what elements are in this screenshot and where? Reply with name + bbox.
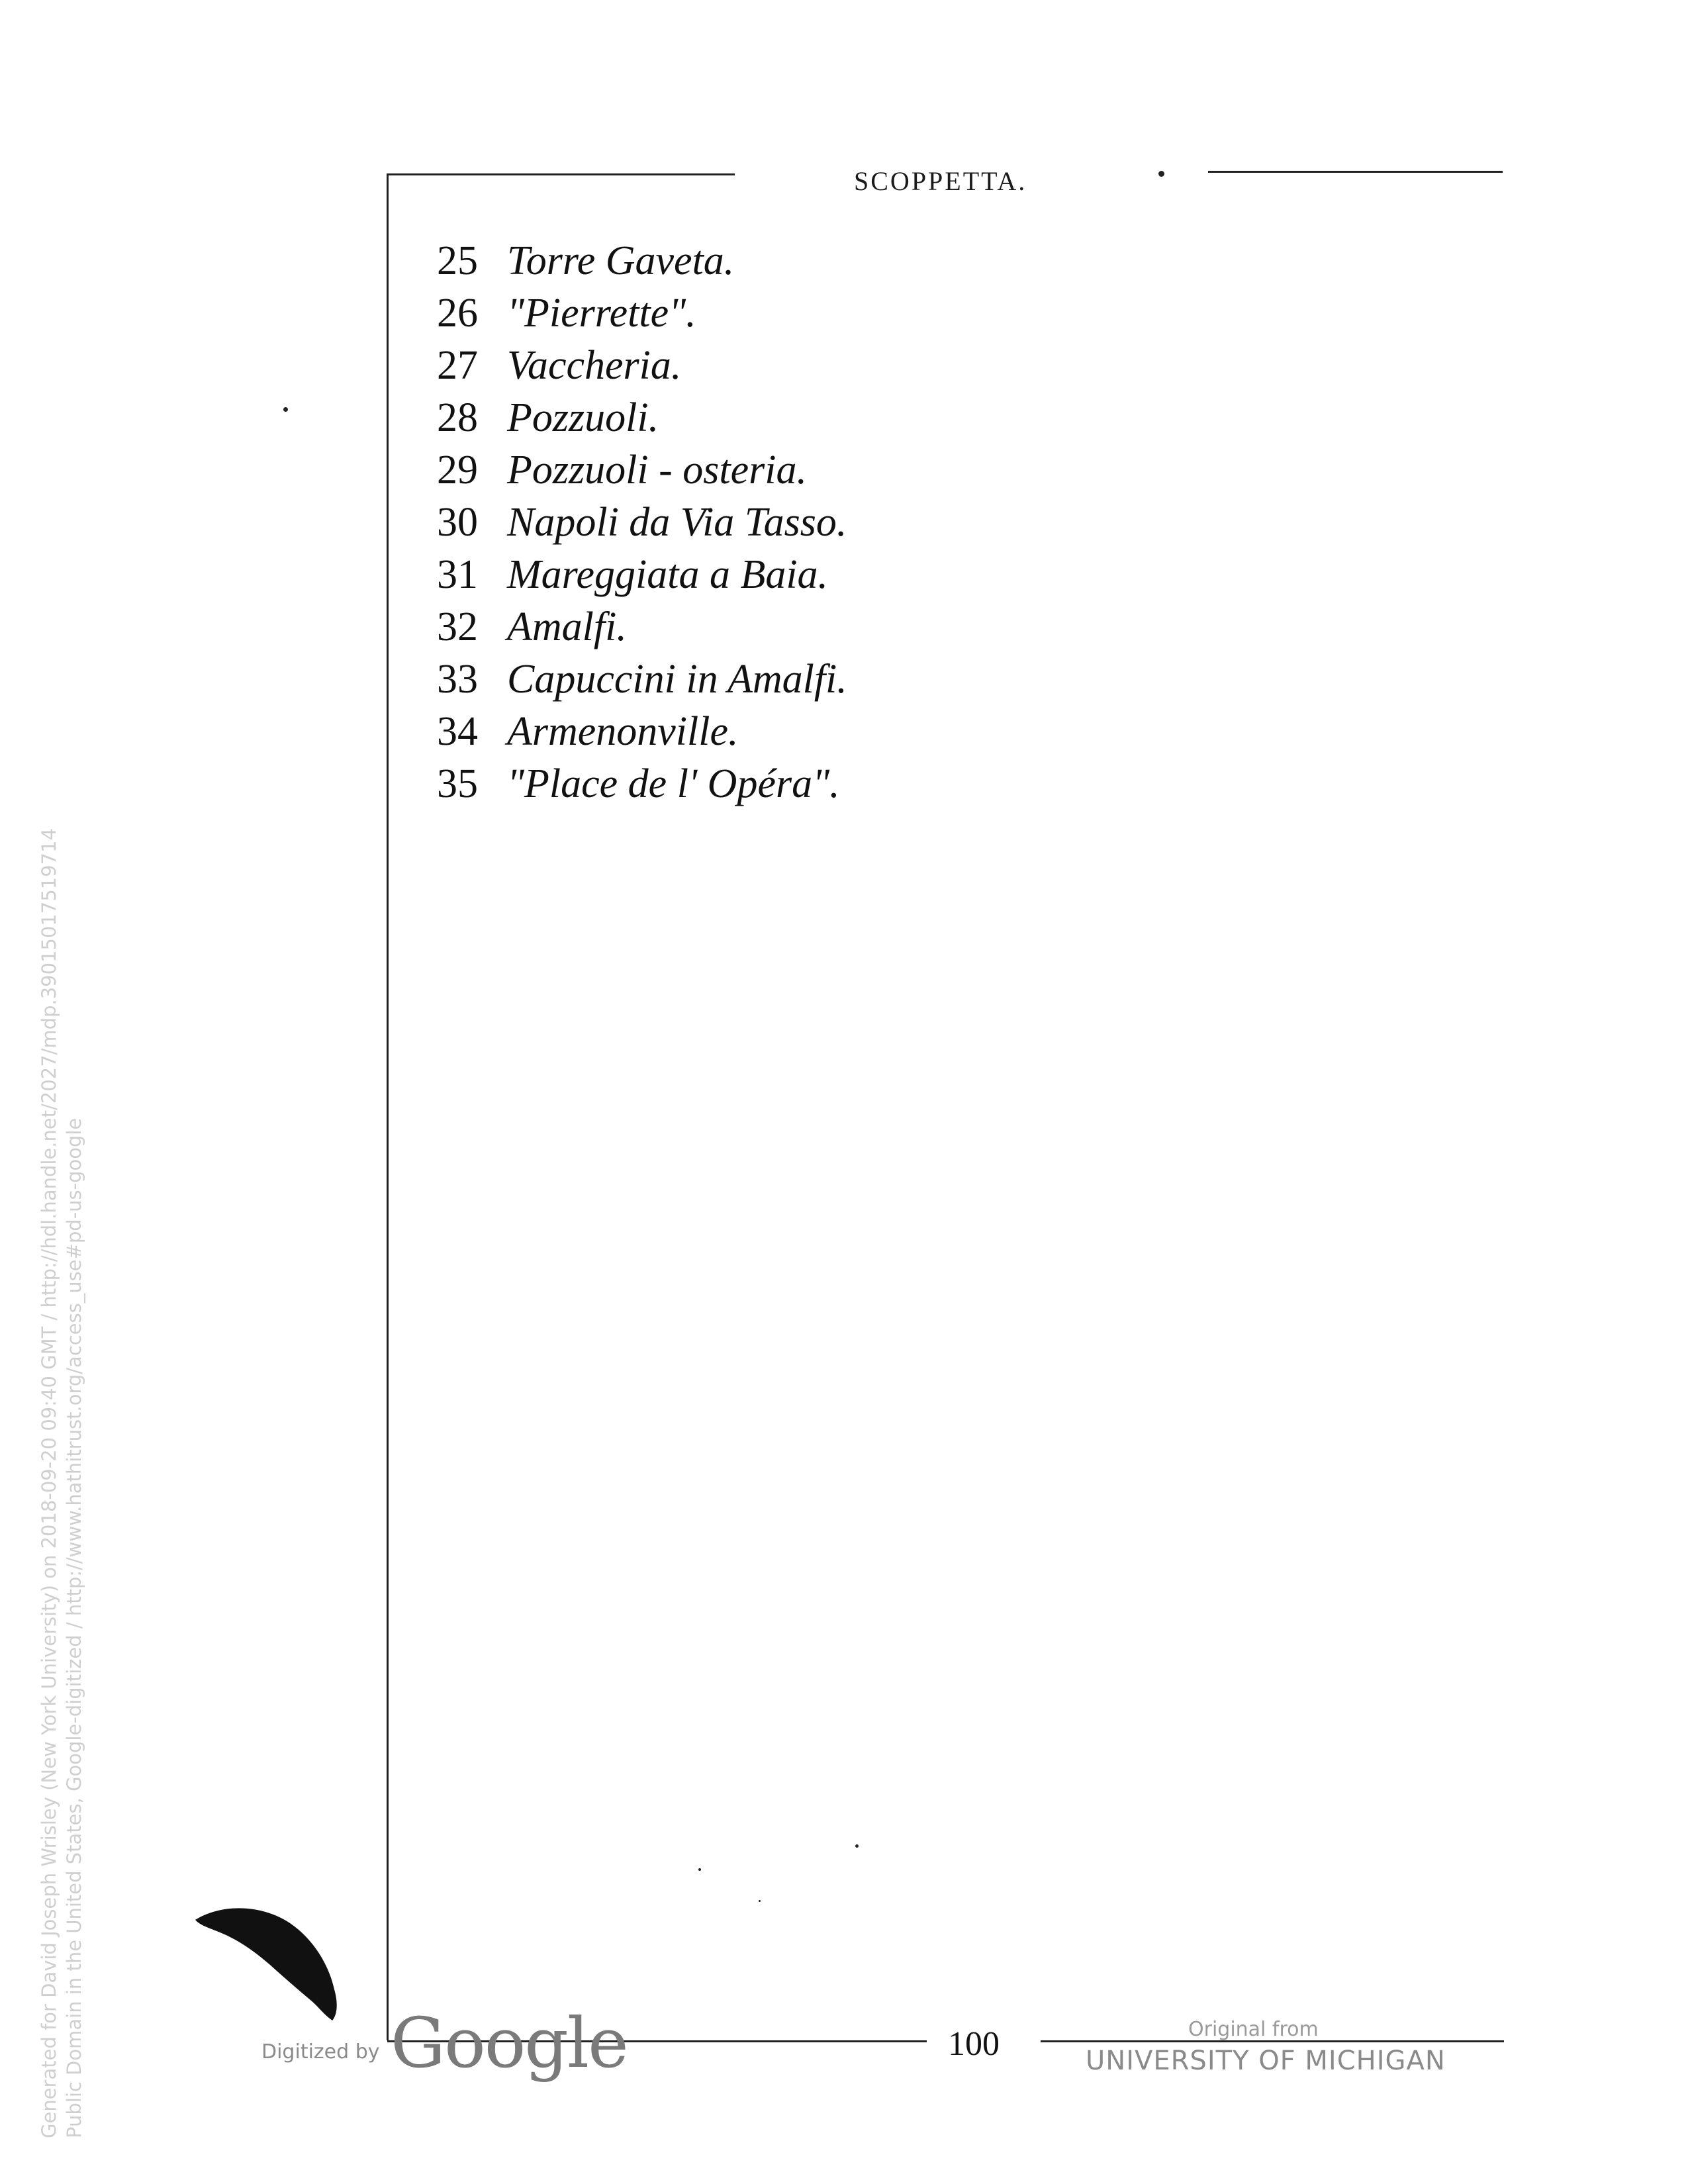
scan-speck (759, 1900, 761, 1902)
running-head: SCOPPETTA. (854, 166, 1027, 196)
plate-title: Napoli da Via Tasso. (507, 500, 847, 545)
plate-title: Torre Gaveta. (507, 238, 735, 283)
list-item (437, 601, 847, 653)
plate-title: Pozzuoli - osteria. (507, 448, 807, 493)
list-item (437, 549, 847, 601)
header-rule-right (1208, 171, 1503, 173)
plate-number: 35 (437, 761, 478, 806)
plate-title: Capuccini in Amalfi. (507, 657, 847, 702)
ink-blot-graphic (192, 1874, 344, 2026)
plate-number: 27 (437, 343, 478, 388)
list-item (437, 758, 847, 810)
plate-number: 32 (437, 604, 478, 649)
plate-list (437, 235, 847, 810)
list-item (437, 444, 847, 497)
plate-number: 33 (437, 657, 478, 702)
plate-title: Armenonville. (507, 709, 739, 754)
plate-title: Vaccheria. (507, 343, 682, 388)
digitized-by-label: Digitized by (261, 2040, 380, 2064)
scan-speck (855, 1844, 859, 1848)
plate-title: Pozzuoli. (507, 395, 659, 440)
plate-number: 30 (437, 500, 478, 545)
list-item (437, 653, 847, 706)
plate-title: Amalfi. (507, 604, 627, 649)
scan-speck (283, 407, 288, 412)
list-item (437, 497, 847, 549)
list-item (437, 340, 847, 392)
watermark-line: Generated for David Joseph Wrisley (New York University) on 2018-09-20 09:40 GMT / http://hdl.handle.net/2027/mdp.39015017519714 (38, 828, 60, 2138)
plate-number: 34 (437, 709, 478, 754)
plate-title: "Place de l' Opéra". (507, 761, 840, 806)
original-from-label: Original from (1188, 2018, 1319, 2041)
plate-number: 26 (437, 291, 478, 336)
university-label: UNIVERSITY OF MICHIGAN (1086, 2046, 1446, 2076)
plate-title: Mareggiata a Baia. (507, 552, 829, 597)
plate-number: 25 (437, 238, 478, 283)
list-item (437, 287, 847, 340)
plate-title: "Pierrette". (507, 291, 696, 336)
plate-number: 29 (437, 448, 478, 493)
list-item (437, 706, 847, 758)
left-frame-rule (387, 173, 389, 2040)
scan-speck (698, 1868, 701, 1871)
list-item (437, 392, 847, 444)
watermark-line: Public Domain in the United States, Google-digitized / http://www.hathitrust.org/access_use#pd-us-google (63, 1117, 85, 2138)
list-item (437, 235, 847, 287)
scan-speck (1158, 171, 1164, 177)
plate-number: 28 (437, 395, 478, 440)
page-number: 100 (948, 2025, 1000, 2063)
plate-number: 31 (437, 552, 478, 597)
header-rule-left (387, 173, 735, 175)
google-logo: Google (391, 2003, 628, 2083)
side-watermark (36, 828, 87, 2138)
